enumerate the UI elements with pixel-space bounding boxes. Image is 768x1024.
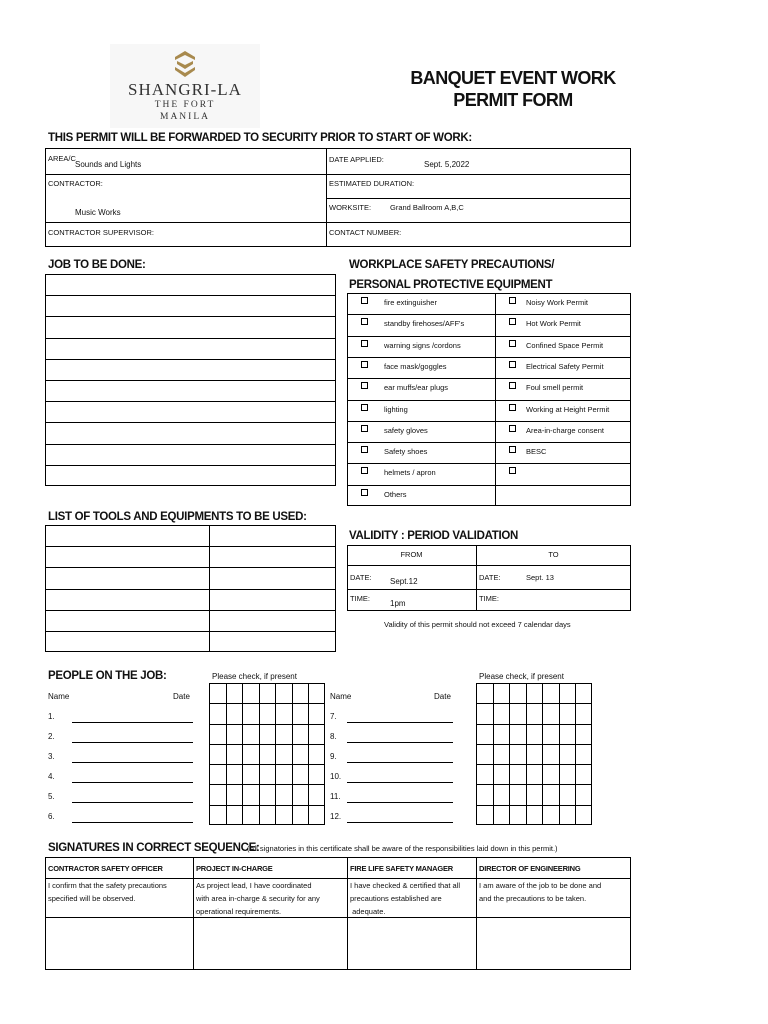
- signature-area[interactable]: [194, 918, 347, 969]
- person-name-line[interactable]: [347, 762, 453, 763]
- person-number: 6.: [48, 812, 55, 821]
- grid-col-line: [292, 683, 293, 825]
- area-value[interactable]: Sounds and Lights: [75, 160, 142, 169]
- logo-mark-icon: [172, 50, 198, 78]
- safety-row-line: [347, 442, 631, 443]
- permit-item-label: Area-in-charge consent: [526, 425, 604, 435]
- safety-row-line: [347, 314, 631, 315]
- person-number: 12.: [330, 812, 342, 821]
- safety-item-label: helmets / apron: [384, 468, 436, 478]
- to-date-value[interactable]: Sept. 13: [526, 573, 554, 582]
- checkbox-icon[interactable]: [509, 318, 516, 325]
- checkbox-icon[interactable]: [509, 467, 516, 474]
- person-number: 7.: [330, 712, 337, 721]
- area-label: AREA/C: [48, 154, 76, 163]
- signature-statement-line: I confirm that the safety precautions: [48, 881, 167, 890]
- job-row-line: [45, 465, 336, 466]
- person-number: 5.: [48, 792, 55, 801]
- safety-row-line: [347, 400, 631, 401]
- tools-row-line: [45, 567, 336, 568]
- grid-row-line: [209, 724, 325, 725]
- person-number: 10.: [330, 772, 342, 781]
- check-note-right: Please check, if present: [479, 672, 564, 681]
- signature-area[interactable]: [348, 918, 476, 969]
- tools-row-line: [45, 631, 336, 632]
- signature-statement-line: adequate.: [350, 907, 386, 916]
- from-time-label: TIME:: [350, 594, 370, 603]
- signature-column-title: CONTRACTOR SAFETY OFFICER: [48, 864, 163, 873]
- person-number: 3.: [48, 752, 55, 761]
- safety-item-label: ear muffs/ear plugs: [384, 383, 449, 393]
- signature-statement-line: As project lead, I have coordinated: [196, 881, 312, 890]
- grid-row-line: [209, 805, 325, 806]
- permit-item-label: Noisy Work Permit: [526, 298, 588, 307]
- permit-item-label: Confined Space Permit: [526, 340, 604, 350]
- person-name-line[interactable]: [347, 722, 453, 723]
- person-number: 1.: [48, 712, 55, 721]
- safety-row-line: [347, 421, 631, 422]
- safety-item-label: fire extinguisher: [384, 298, 437, 307]
- grid-row-line: [476, 764, 592, 765]
- form-title-line1: BANQUET EVENT WORK: [410, 68, 616, 88]
- safety-item-label: Others: [384, 489, 407, 499]
- contractor-value[interactable]: Music Works: [75, 208, 121, 217]
- tools-row-line: [45, 610, 336, 611]
- signature-column-title: FIRE LIFE SAFETY MANAGER: [350, 864, 453, 873]
- date-applied-label: DATE APPLIED:: [329, 155, 384, 164]
- person-number: 8.: [330, 732, 337, 741]
- signature-column-title: PROJECT IN-CHARGE: [196, 864, 273, 873]
- logo-line1: THE FORT: [154, 100, 216, 110]
- grid-row-line: [209, 764, 325, 765]
- checkbox-icon[interactable]: [509, 404, 516, 411]
- checkbox-icon[interactable]: [361, 361, 368, 368]
- tools-row-line: [45, 589, 336, 590]
- worksite-label: WORKSITE:: [329, 203, 372, 212]
- job-row-line: [45, 316, 336, 317]
- from-time-value[interactable]: 1pm: [390, 599, 406, 608]
- name-label-left: Name: [48, 692, 70, 701]
- date-label-left: Date: [173, 692, 190, 701]
- safety-row-line: [347, 336, 631, 337]
- permit-item-label: BESC: [526, 447, 547, 457]
- grid-col-line: [259, 683, 260, 825]
- form-title-line2: PERMIT FORM: [453, 90, 573, 110]
- checkbox-icon[interactable]: [509, 382, 516, 389]
- safety-item-label: lighting: [384, 404, 408, 414]
- job-row-line: [45, 338, 336, 339]
- person-number: 4.: [48, 772, 55, 781]
- person-name-line[interactable]: [72, 762, 193, 763]
- grid-col-line: [542, 683, 543, 825]
- signature-column-title: DIRECTOR OF ENGINEERING: [479, 864, 581, 873]
- grid-row-line: [209, 703, 325, 704]
- permit-item-label: Hot Work Permit: [526, 319, 581, 329]
- grid-col-line: [226, 683, 227, 825]
- job-row-line: [45, 444, 336, 445]
- people-heading: PEOPLE ON THE JOB:: [48, 670, 167, 682]
- checkbox-icon[interactable]: [361, 318, 368, 325]
- person-name-line[interactable]: [72, 722, 193, 723]
- permit-item-label: Electrical Safety Permit: [526, 361, 604, 371]
- grid-col-line: [242, 683, 243, 825]
- checkbox-icon[interactable]: [509, 425, 516, 432]
- signature-statement-line: operational requirements.: [196, 907, 282, 916]
- job-heading: JOB TO BE DONE:: [48, 259, 146, 271]
- checkbox-icon[interactable]: [361, 340, 368, 347]
- validity-heading: VALIDITY : PERIOD VALIDATION: [349, 530, 519, 542]
- person-name-line[interactable]: [347, 802, 453, 803]
- checkbox-icon[interactable]: [361, 467, 368, 474]
- to-time-label: TIME:: [479, 594, 499, 603]
- job-row-line: [45, 380, 336, 381]
- permit-item-label: Foul smell permit: [526, 383, 584, 393]
- permit-item-label: Working at Height Permit: [526, 404, 610, 414]
- safety-heading-2: PERSONAL PROTECTIVE EQUIPMENT: [349, 279, 553, 291]
- supervisor-label: CONTRACTOR SUPERVISOR:: [48, 228, 154, 237]
- name-label-right: Name: [330, 692, 352, 701]
- signature-statement-line: I am aware of the job to be done and: [479, 881, 602, 890]
- safety-item-label: warning signs /cordons: [384, 340, 461, 350]
- safety-item-label: safety gloves: [384, 425, 428, 435]
- validity-note: Validity of this permit should not exceed 7 calendar days: [384, 620, 571, 629]
- safety-heading-1: WORKPLACE SAFETY PRECAUTIONS/: [349, 259, 555, 271]
- checkbox-icon[interactable]: [361, 489, 368, 496]
- safety-item-label: face mask/goggles: [384, 361, 447, 371]
- safety-row-line: [347, 378, 631, 379]
- grid-row-line: [476, 805, 592, 806]
- checkbox-icon[interactable]: [509, 297, 516, 304]
- checkbox-icon[interactable]: [509, 361, 516, 368]
- signature-statement-line: I have checked & certified that all: [350, 881, 461, 890]
- job-row-line: [45, 359, 336, 360]
- from-date-value[interactable]: Sept.12: [390, 577, 418, 586]
- checkbox-icon[interactable]: [361, 404, 368, 411]
- tools-heading: LIST OF TOOLS AND EQUIPMENTS TO BE USED:: [48, 511, 307, 523]
- checkbox-icon[interactable]: [361, 382, 368, 389]
- grid-col-line: [275, 683, 276, 825]
- grid-col-line: [526, 683, 527, 825]
- person-name-line[interactable]: [72, 742, 193, 743]
- grid-col-line: [493, 683, 494, 825]
- security-notice: THIS PERMIT WILL BE FORWARDED TO SECURITY PRIOR TO START OF WORK:: [48, 132, 472, 144]
- worksite-value[interactable]: Grand Ballroom A,B,C: [390, 203, 464, 212]
- grid-row-line: [476, 724, 592, 725]
- grid-col-line: [559, 683, 560, 825]
- logo-line2: MANILA: [160, 112, 210, 122]
- from-date-label: DATE:: [350, 573, 372, 582]
- signature-area[interactable]: [477, 918, 631, 969]
- date-label-right: Date: [434, 692, 451, 701]
- signature-statement-line: with area in-charge & security for any: [196, 894, 320, 903]
- grid-row-line: [476, 784, 592, 785]
- safety-row-line: [347, 463, 631, 464]
- person-name-line[interactable]: [347, 782, 453, 783]
- grid-col-line: [308, 683, 309, 825]
- grid-row-line: [476, 744, 592, 745]
- tools-row-line: [45, 546, 336, 547]
- to-date-label: DATE:: [479, 573, 501, 582]
- checkbox-icon[interactable]: [361, 446, 368, 453]
- person-number: 11.: [330, 792, 341, 801]
- checkbox-icon[interactable]: [361, 425, 368, 432]
- signatures-note: (All signatories in this certificate shall be aware of the responsibilities laid down in this permit.): [247, 844, 558, 853]
- signatures-heading: SIGNATURES IN CORRECT SEQUENCE:: [48, 842, 260, 854]
- signature-area[interactable]: [46, 918, 192, 969]
- person-name-line[interactable]: [347, 822, 453, 823]
- duration-label: ESTIMATED DURATION:: [329, 179, 415, 188]
- grid-col-line: [575, 683, 576, 825]
- contractor-label: CONTRACTOR:: [48, 179, 103, 188]
- check-note-left: Please check, if present: [212, 672, 297, 681]
- signature-statement-line: specified will be observed.: [48, 894, 136, 903]
- safety-item-label: Safety shoes: [384, 447, 428, 457]
- person-number: 2.: [48, 732, 55, 741]
- signature-statement-line: and the precautions to be taken.: [479, 894, 587, 903]
- safety-row-line: [347, 485, 631, 486]
- person-name-line[interactable]: [72, 802, 193, 803]
- safety-row-line: [347, 357, 631, 358]
- person-number: 9.: [330, 752, 337, 761]
- contact-label: CONTACT NUMBER:: [329, 228, 402, 237]
- checkbox-icon[interactable]: [361, 297, 368, 304]
- grid-row-line: [209, 744, 325, 745]
- grid-row-line: [476, 703, 592, 704]
- hotel-logo: [110, 44, 260, 128]
- job-row-line: [45, 422, 336, 423]
- validity-from-label: FROM: [400, 550, 423, 559]
- job-row-line: [45, 401, 336, 402]
- safety-item-label: standby firehoses/AFF's: [384, 319, 465, 329]
- date-applied-value[interactable]: Sept. 5,2022: [424, 160, 470, 169]
- signature-statement-line: precautions established are: [350, 894, 442, 903]
- validity-to-label: TO: [548, 550, 559, 559]
- checkbox-icon[interactable]: [509, 446, 516, 453]
- logo-brand: SHANGRI-LA: [128, 80, 242, 99]
- person-name-line[interactable]: [72, 822, 193, 823]
- grid-col-line: [509, 683, 510, 825]
- person-name-line[interactable]: [72, 782, 193, 783]
- checkbox-icon[interactable]: [509, 340, 516, 347]
- job-row-line: [45, 295, 336, 296]
- grid-row-line: [209, 784, 325, 785]
- person-name-line[interactable]: [347, 742, 453, 743]
